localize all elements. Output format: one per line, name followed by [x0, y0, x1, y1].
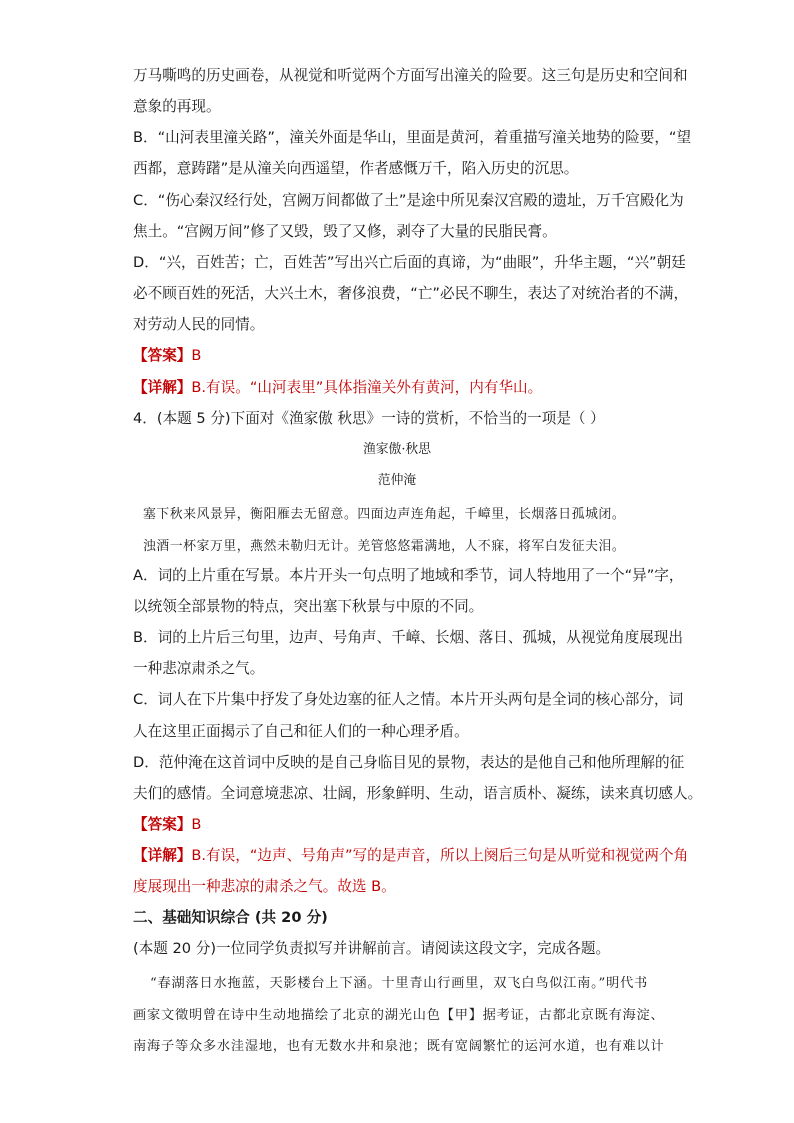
- answer-value: B: [191, 347, 202, 364]
- poem-title: 渔家傲·秋思: [362, 442, 432, 457]
- q3-option-d: D．“兴，百姓苦；亡，百姓苦”写出兴亡后面的真谛，为“曲眼”，升华主题，“兴”朝廷: [133, 254, 686, 271]
- q4-option-d-cont: 夫们的感情。全词意境悲凉、壮阔，形象鲜明、生动，语言质朴、凝练，读来真切感人。: [133, 785, 703, 802]
- q4-option-a-cont: 以统领全部景物的特点，突出塞下秋景与中原的不同。: [133, 598, 484, 615]
- passage-line: 画家文徵明曾在诗中生动地描绘了北京的湖光山色【甲】据考证，古都北京既有海淀、: [133, 1008, 665, 1023]
- q3-option-c: C．“伤心秦汉经行处，宫阙万间都做了土”是途中所见秦汉宫殿的遗址，万千宫殿化为: [133, 192, 684, 209]
- q3-option-c-cont: 焦土。“宫阙万间”修了又毁，毁了又修，剥夺了大量的民脂民膏。: [133, 223, 557, 240]
- answer-label: 【答案】: [133, 347, 192, 364]
- answer-value: B: [191, 816, 202, 833]
- q4-detail: [133, 846, 688, 866]
- q3-option-d-cont: 对劳动人民的同情。: [133, 316, 265, 333]
- detail-text: B.有误。“山河表里”具体指潼关外有黄河，内有华山。: [191, 379, 543, 396]
- poem-line: 浊酒一杯家万里，燕然未勒归无计。羌管悠悠霜满地，人不寐，将军白发征夫泪。: [143, 539, 626, 554]
- q3-analysis-line: 万马嘶鸣的历史画卷，从视觉和听觉两个方面写出潼关的险要。这三句是历史和空间和: [133, 67, 688, 84]
- q3-option-b-cont: 西都，意踌躇”是从潼关向西遥望，作者感慨万千，陷入历史的沉思。: [133, 160, 579, 177]
- q4-answer: [133, 815, 201, 835]
- q3-detail: [133, 378, 542, 398]
- q3-option-b: B．“山河表里潼关路”，潼关外面是华山，里面是黄河，着重描写潼关地势的险要，“望: [133, 129, 692, 146]
- q4-stem: 4．(本题 5 分)下面对《渔家傲 秋思》一诗的赏析，不恰当的一项是（ ）: [133, 410, 605, 427]
- detail-label: 【详解】: [133, 847, 192, 864]
- q4-option-b: B．词的上片后三句里，边声、号角声、千嶂、长烟、落日、孤城，从视觉角度展现出: [133, 629, 683, 646]
- q4-option-c-cont: 人在这里正面揭示了自己和征人们的一种心理矛盾。: [133, 723, 469, 740]
- poem-author: 范仲淹: [377, 473, 417, 488]
- section2-stem: (本题 20 分)一位同学负责拟写并讲解前言。请阅读这段文字，完成各题。: [133, 940, 611, 957]
- passage-line: “春湖落日水拖蓝，天影楼台上下涵。十里青山行画里，双飞白鸟似江南。”明代书: [150, 976, 649, 991]
- q4-option-b-cont: 一种悲凉肃杀之气。: [133, 660, 265, 677]
- q4-option-d: D．范仲淹在这首词中反映的是自己身临目见的景物，表达的是他自己和他所理解的征: [133, 754, 685, 771]
- q4-option-a: A．词的上片重在写景。本片开头一句点明了地域和季节，词人特地用了一个“异”字，: [133, 567, 684, 584]
- detail-label: 【详解】: [133, 379, 192, 396]
- q4-detail-cont: 度展现出一种悲凉的肃杀之气。故选 B。: [133, 878, 396, 895]
- passage-line: 南海子等众多水洼湿地，也有无数水井和泉池；既有宽阔繁忙的运河水道，也有难以计: [133, 1039, 665, 1054]
- q4-option-c: C．词人在下片集中抒发了身处边塞的征人之情。本片开头两句是全词的核心部分，词: [133, 691, 684, 708]
- q3-option-d-cont: 必不顾百姓的死活，大兴土木，奢侈浪费，“亡”必民不聊生，表达了对统治者的不满，: [133, 285, 689, 302]
- answer-label: 【答案】: [133, 816, 192, 833]
- section-heading: 二、基础知识综合 (共 20 分): [133, 909, 328, 926]
- q3-answer: [133, 346, 201, 366]
- q3-analysis-line: 意象的再现。: [133, 98, 221, 115]
- detail-text: B.有误，“边声、号角声”写的是声音，所以上阕后三句是从听觉和视觉两个角: [191, 847, 689, 864]
- poem-line: 塞下秋来风景异，衡阳雁去无留意。四面边声连角起，千嶂里，长烟落日孤城闭。: [143, 507, 626, 522]
